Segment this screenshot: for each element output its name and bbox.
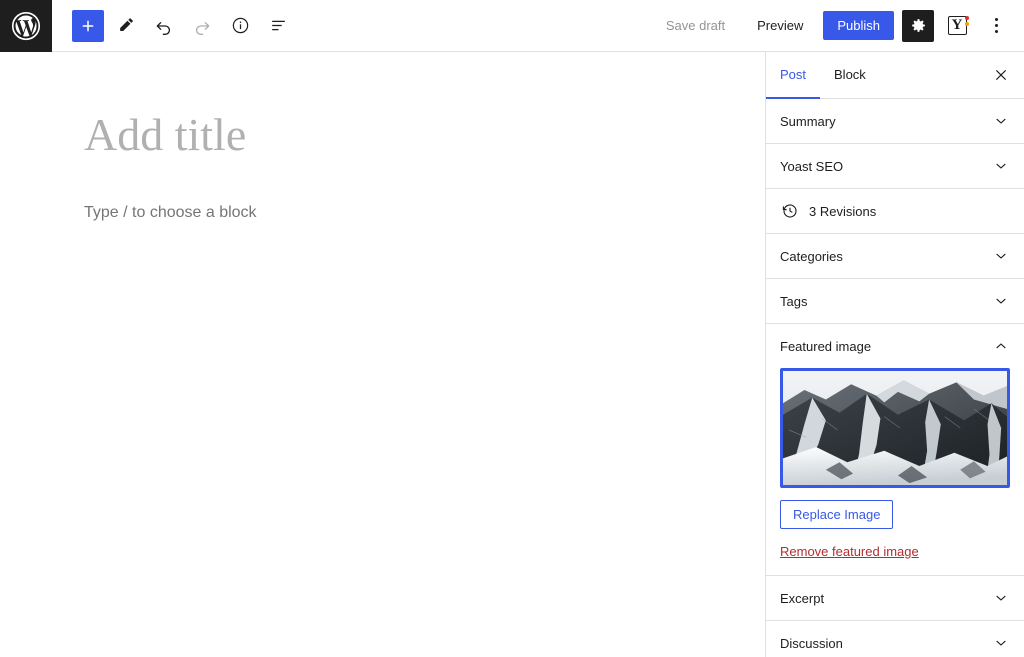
yoast-mark-letter: Y	[948, 16, 967, 35]
remove-featured-image-link[interactable]: Remove featured image	[780, 544, 919, 559]
publish-button[interactable]: Publish	[823, 11, 894, 40]
panel-categories[interactable]	[766, 234, 1024, 279]
revisions-row[interactable]	[766, 189, 1024, 233]
tab-post[interactable]: Post	[766, 52, 820, 99]
replace-image-button[interactable]: Replace Image	[780, 500, 893, 529]
add-block-button[interactable]	[72, 10, 104, 42]
panel-summary-header[interactable]	[766, 99, 1024, 143]
post-title-input[interactable]: Add title	[84, 109, 247, 160]
featured-image-thumbnail[interactable]	[780, 368, 1010, 488]
close-icon[interactable]	[988, 52, 1024, 98]
panel-categories-label: Categories	[780, 248, 843, 264]
chevron-down-icon[interactable]	[992, 292, 1010, 310]
panel-featured-image	[766, 324, 1024, 576]
panel-featured-image-header[interactable]	[766, 324, 1024, 368]
block-placeholder-input[interactable]: Type / to choose a block	[84, 204, 257, 221]
tools-pencil-button[interactable]	[110, 10, 142, 42]
details-info-button[interactable]	[224, 10, 256, 42]
chevron-down-icon[interactable]	[992, 112, 1010, 130]
panel-featured-image-body	[766, 368, 1024, 575]
preview-button[interactable]: Preview	[745, 12, 815, 39]
chevron-down-icon[interactable]	[992, 157, 1010, 175]
panel-discussion[interactable]	[766, 621, 1024, 657]
yoast-status-dots	[965, 16, 969, 26]
undo-button[interactable]	[148, 10, 180, 42]
toolbar-right-group	[654, 10, 1024, 42]
panel-tags[interactable]	[766, 279, 1024, 324]
sidebar-tabs	[766, 52, 1024, 99]
revisions-clock-icon	[780, 201, 800, 221]
panel-revisions[interactable]	[766, 189, 1024, 234]
tab-block[interactable]: Block	[834, 67, 866, 82]
chevron-down-icon[interactable]	[992, 589, 1010, 607]
editor-toolbar	[0, 0, 1024, 52]
panel-tags-header[interactable]	[766, 279, 1024, 323]
chevron-up-icon[interactable]	[992, 337, 1010, 355]
settings-sidebar	[765, 52, 1024, 657]
chevron-down-icon[interactable]	[992, 634, 1010, 652]
kebab-menu-icon[interactable]	[980, 10, 1012, 42]
editor-canvas[interactable]	[0, 52, 765, 657]
panel-featured-image-label: Featured image	[780, 338, 872, 354]
yoast-seo-icon[interactable]	[942, 11, 972, 41]
revisions-label: 3 Revisions	[809, 203, 877, 219]
panel-excerpt-header[interactable]	[766, 576, 1024, 620]
panel-summary-label: Summary	[780, 113, 836, 129]
chevron-down-icon[interactable]	[992, 247, 1010, 265]
panel-yoast-seo[interactable]	[766, 144, 1024, 189]
redo-button[interactable]	[186, 10, 218, 42]
settings-gear-icon[interactable]	[902, 10, 934, 42]
panel-excerpt-label: Excerpt	[780, 590, 825, 606]
panel-yoast-seo-label: Yoast SEO	[780, 158, 844, 174]
panel-summary[interactable]	[766, 99, 1024, 144]
panel-tags-label: Tags	[780, 293, 808, 309]
toolbar-left-group	[52, 10, 294, 42]
panel-discussion-header[interactable]	[766, 621, 1024, 657]
wordpress-logo-icon[interactable]	[0, 0, 52, 52]
save-draft-button[interactable]: Save draft	[654, 12, 737, 39]
panel-categories-header[interactable]	[766, 234, 1024, 278]
panel-excerpt[interactable]	[766, 576, 1024, 621]
panel-yoast-seo-header[interactable]	[766, 144, 1024, 188]
list-view-button[interactable]	[262, 10, 294, 42]
panel-discussion-label: Discussion	[780, 635, 843, 651]
